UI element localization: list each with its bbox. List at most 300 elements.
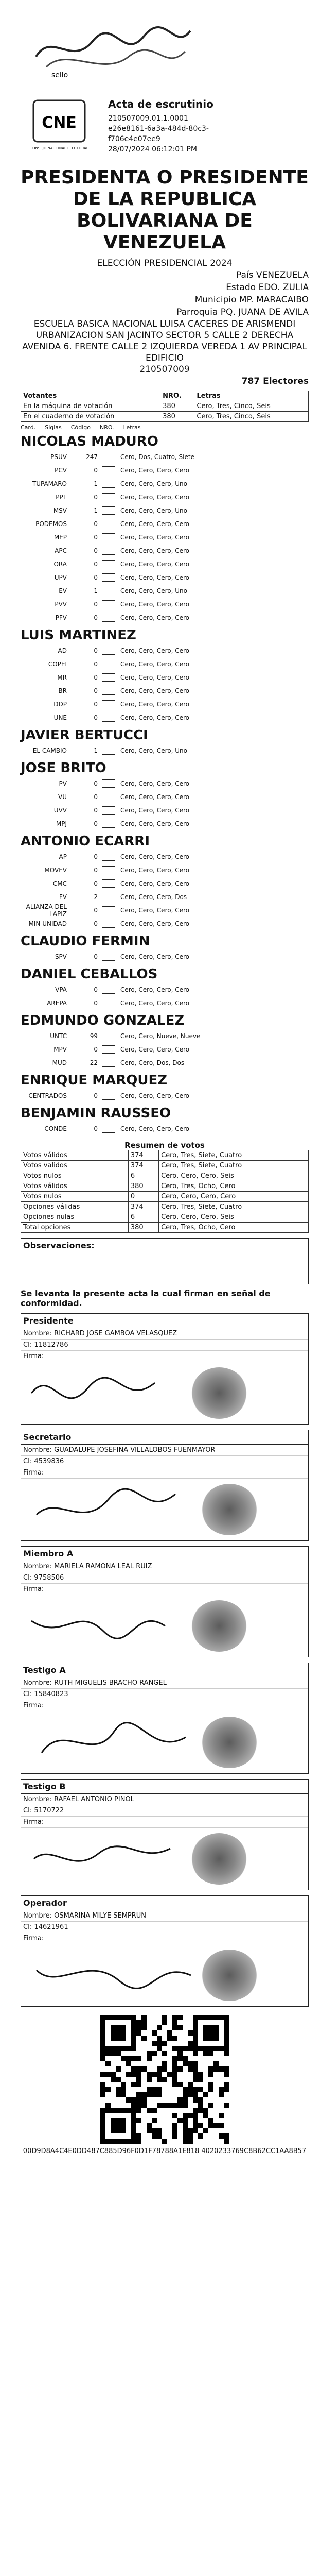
signer-ci: CI: 4539836	[21, 1456, 308, 1467]
vote-count: 0	[94, 920, 98, 927]
party-logo-box	[102, 587, 115, 595]
vote-row	[21, 450, 309, 464]
signer-role: Secretario	[21, 1430, 308, 1445]
vote-row	[21, 996, 309, 1010]
vote-row	[21, 1043, 309, 1056]
vote-count: 0	[94, 614, 98, 621]
table-row	[21, 1202, 309, 1212]
candidate-name: JOSE BRITO	[21, 760, 106, 776]
vote-count: 1	[94, 587, 98, 595]
signer-name: Nombre: RICHARD JOSE GAMBOA VELASQUEZ	[21, 1328, 308, 1340]
party-name: PCV	[55, 467, 67, 474]
vote-row	[21, 611, 309, 624]
vote-count-words: Cero, Cero, Cero, Uno	[120, 587, 187, 595]
party-logo-box	[102, 747, 115, 755]
vote-count-words: Cero, Cero, Cero, Cero	[120, 1125, 189, 1132]
row-number: 380	[160, 412, 194, 422]
party-logo-box	[102, 547, 115, 555]
vote-count: 2	[94, 893, 98, 901]
table-row	[21, 401, 309, 412]
resumen-title: Resumen de votos	[124, 1141, 205, 1150]
vote-count-words: Cero, Cero, Cero, Cero	[120, 534, 189, 541]
candidate-section	[21, 1013, 309, 1070]
vote-row	[21, 644, 309, 657]
signer-firma-label: Firma:	[21, 1467, 308, 1479]
footer-hash: 00D9D8A4C4E0DD487C885D96F0D1F78788A1E818 4020233769C8B62CC1AA8B57	[23, 2147, 307, 2155]
candidate-name: EDMUNDO GONZALEZ	[21, 1013, 185, 1028]
vote-count: 0	[94, 1046, 98, 1053]
party-logo-box	[102, 600, 115, 608]
vote-count: 0	[94, 1092, 98, 1099]
vote-row	[21, 544, 309, 557]
party-name: CONDE	[44, 1125, 67, 1132]
letras-header: Letras	[194, 391, 309, 401]
signer-block	[21, 1779, 309, 1890]
resumen-number: 380	[128, 1181, 158, 1192]
vote-count-words: Cero, Cero, Cero, Uno	[120, 747, 187, 754]
candidate-section	[21, 1073, 309, 1103]
vote-count-words: Cero, Cero, Cero, Cero	[120, 999, 189, 1007]
vote-count: 0	[94, 793, 98, 801]
header	[21, 0, 309, 160]
signature-area	[21, 1711, 308, 1773]
party-logo-box	[102, 893, 115, 901]
row-letters: Cero, Tres, Cinco, Seis	[194, 412, 309, 422]
signer-ci: CI: 14621961	[21, 1922, 308, 1933]
party-logo-box	[102, 853, 115, 861]
signer-block	[21, 1895, 309, 2007]
candidate-name: LUIS MARTINEZ	[21, 628, 136, 643]
resumen-label: Votos nulos	[21, 1192, 129, 1202]
vote-row	[21, 571, 309, 584]
candidate-section	[21, 834, 309, 930]
party-name: MEP	[53, 534, 67, 541]
signer-ci: CI: 9758506	[21, 1572, 308, 1584]
vote-count: 0	[94, 853, 98, 860]
row-number: 380	[160, 401, 194, 412]
party-logo-box	[102, 573, 115, 582]
cne-logo-sub: CONSEJO NACIONAL ELECTORAL	[31, 146, 87, 150]
vote-count-words: Cero, Cero, Cero, Cero	[120, 880, 189, 887]
resumen-number: 380	[128, 1223, 158, 1233]
svg-text:sello: sello	[51, 71, 68, 79]
handwritten-signature	[21, 1362, 309, 1424]
party-name: ALIANZA DEL LAPIZ	[26, 903, 67, 918]
resumen-number: 374	[128, 1161, 158, 1171]
vote-row	[21, 657, 309, 671]
vote-count-words: Cero, Cero, Dos, Dos	[120, 1059, 185, 1066]
party-logo-box	[102, 480, 115, 488]
signer-name: Nombre: GUADALUPE JOSEFINA VILLALOBOS FUENMAYOR	[21, 1445, 308, 1456]
vote-count: 0	[94, 907, 98, 914]
signer-ci: CI: 11812786	[21, 1340, 308, 1351]
vote-row	[21, 517, 309, 531]
candidate-section	[21, 727, 309, 757]
vote-count: 1	[94, 747, 98, 754]
signer-role: Testigo A	[21, 1663, 308, 1677]
signer-block	[21, 1663, 309, 1774]
party-name: PODEMOS	[35, 520, 67, 528]
subheaders	[21, 424, 309, 431]
vote-row	[21, 671, 309, 684]
party-name: ORA	[53, 561, 67, 568]
signature-area	[21, 1362, 308, 1424]
party-logo-box	[102, 493, 115, 501]
party-logo-box	[102, 820, 115, 828]
resumen-label: Votos nulos	[21, 1171, 129, 1181]
fingerprint-stamp	[201, 1717, 258, 1768]
hash-line-1: 210507009.01.1.0001	[108, 114, 188, 123]
resumen-number: 0	[128, 1192, 158, 1202]
signer-name: Nombre: MARIELA RAMONA LEAL RUIZ	[21, 1561, 308, 1572]
resumen-number: 374	[128, 1150, 158, 1161]
signature-area	[21, 1595, 308, 1657]
resumen-letters: Cero, Tres, Siete, Cuatro	[159, 1150, 309, 1161]
resumen-letters: Cero, Cero, Cero, Seis	[159, 1171, 309, 1181]
vote-count: 0	[94, 660, 98, 668]
election-title: PRESIDENTA O PRESIDENTE DE LA REPUBLICA BOLIVARIANA DE VENEZUELA	[21, 167, 309, 253]
vote-count-words: Cero, Cero, Cero, Cero	[120, 907, 189, 914]
candidate-section	[21, 434, 309, 624]
candidate-name: JAVIER BERTUCCI	[21, 727, 148, 743]
handwritten-signature	[21, 1944, 309, 2006]
vote-row	[21, 711, 309, 724]
vote-count: 0	[94, 561, 98, 568]
vote-count-words: Cero, Cero, Cero, Cero	[120, 520, 189, 528]
cne-logo-text: CNE	[42, 114, 77, 132]
party-name: SPV	[55, 953, 67, 960]
vote-count: 0	[94, 494, 98, 501]
electors-count: 787 Electores	[241, 376, 309, 386]
row-letters: Cero, Tres, Cinco, Seis	[194, 401, 309, 412]
vote-count-words: Cero, Cero, Cero, Cero	[120, 1092, 189, 1099]
signer-firma-label: Firma:	[21, 1351, 308, 1362]
table-row	[21, 1161, 309, 1171]
resumen-label: Opciones nulas	[21, 1212, 129, 1223]
table-row	[21, 1150, 309, 1161]
party-logo-box	[102, 1032, 115, 1040]
voters-table	[21, 391, 309, 422]
vote-row	[21, 777, 309, 790]
country: País VENEZUELA	[236, 270, 309, 280]
party-logo-box	[102, 779, 115, 788]
candidate-section	[21, 934, 309, 963]
signer-block	[21, 1313, 309, 1425]
party-name: TUPAMARO	[32, 480, 67, 487]
row-label: En la máquina de votación	[21, 401, 160, 412]
vote-count-words: Cero, Cero, Cero, Cero	[120, 674, 189, 681]
vote-count-words: Cero, Cero, Cero, Cero	[120, 853, 189, 860]
table-row	[21, 1212, 309, 1223]
signature-area	[21, 1479, 308, 1540]
party-name: EL CAMBIO	[32, 747, 67, 754]
party-logo-box	[102, 614, 115, 622]
vote-count: 22	[90, 1059, 98, 1066]
vote-count: 0	[94, 986, 98, 993]
party-logo-box	[102, 906, 115, 914]
voters-header: Votantes	[21, 391, 160, 401]
vote-row	[21, 698, 309, 711]
party-logo-box	[102, 953, 115, 961]
vote-count-words: Cero, Cero, Nueve, Nueve	[120, 1032, 201, 1040]
party-logo-box	[102, 1092, 115, 1100]
resumen-label: Votos válidos	[21, 1150, 129, 1161]
vote-count: 0	[94, 687, 98, 694]
party-name: PVV	[55, 601, 67, 608]
vote-count: 1	[94, 507, 98, 514]
party-name: MR	[57, 674, 67, 681]
party-logo-box	[102, 660, 115, 668]
vote-count-words: Cero, Cero, Cero, Cero	[120, 780, 189, 787]
vote-count: 0	[94, 780, 98, 787]
party-logo-box	[102, 806, 115, 815]
resumen-label: Votos validos	[21, 1161, 129, 1171]
subheader-siglas: Siglas	[45, 424, 62, 431]
vote-count-words: Cero, Cero, Cero, Cero	[120, 953, 189, 960]
header-info	[108, 98, 304, 155]
table-row	[21, 1223, 309, 1233]
party-logo-box	[102, 687, 115, 695]
party-logo-box	[102, 453, 115, 461]
party-name: MSV	[53, 507, 67, 514]
party-name: EV	[59, 587, 67, 595]
vote-count: 0	[94, 999, 98, 1007]
resumen-number: 6	[128, 1171, 158, 1181]
candidate-section	[21, 628, 309, 724]
resumen-letters: Cero, Tres, Siete, Cuatro	[159, 1202, 309, 1212]
subheader-letras: Letras	[123, 424, 141, 431]
vote-row	[21, 863, 309, 877]
election-subtitle: ELECCIÓN PRESIDENCIAL 2024	[97, 258, 233, 268]
party-name: APC	[55, 547, 67, 554]
party-logo-box	[102, 700, 115, 708]
vote-row	[21, 1089, 309, 1103]
signer-firma-label: Firma:	[21, 1700, 308, 1711]
vote-count-words: Cero, Cero, Cero, Uno	[120, 480, 187, 487]
party-name: UNE	[53, 714, 67, 721]
vote-count-words: Cero, Cero, Cero, Cero	[120, 494, 189, 501]
signature-area	[21, 1828, 308, 1890]
vote-row	[21, 464, 309, 477]
party-name: UVV	[53, 807, 67, 814]
municipality: Municipio MP. MARACAIBO	[194, 295, 309, 305]
vote-count-words: Cero, Cero, Cero, Cero	[120, 660, 189, 668]
receipt	[21, 0, 309, 2156]
party-name: AP	[59, 853, 67, 860]
candidate-section	[21, 967, 309, 1010]
vote-row	[21, 917, 309, 930]
party-name: MIN UNIDAD	[28, 920, 67, 927]
vote-row	[21, 890, 309, 904]
fingerprint-stamp	[201, 1484, 258, 1535]
table-row	[21, 1171, 309, 1181]
vote-count-words: Cero, Cero, Cero, Cero	[120, 807, 189, 814]
party-logo-box	[102, 520, 115, 528]
resumen-number: 374	[128, 1202, 158, 1212]
party-logo-box	[102, 1059, 115, 1067]
candidate-name: CLAUDIO FERMIN	[21, 934, 150, 949]
vote-row	[21, 504, 309, 517]
vote-count-words: Cero, Cero, Cero, Cero	[120, 687, 189, 694]
signers-list	[21, 1313, 309, 2007]
vote-row	[21, 490, 309, 504]
vote-row	[21, 804, 309, 817]
party-name: MPV	[53, 1046, 67, 1053]
vote-count-words: Cero, Cero, Cero, Dos	[120, 893, 187, 901]
candidate-name: ANTONIO ECARRI	[21, 834, 150, 849]
table-row	[21, 1181, 309, 1192]
vote-count: 0	[94, 574, 98, 581]
vote-count-words: Cero, Cero, Cero, Cero	[120, 614, 189, 621]
candidate-name: ENRIQUE MARQUEZ	[21, 1073, 168, 1088]
subheader-nro: NRO.	[99, 424, 114, 431]
handwritten-signature	[21, 1595, 309, 1657]
resumen-label: Votos válidos	[21, 1181, 129, 1192]
vote-row	[21, 584, 309, 598]
party-name: VU	[58, 793, 67, 801]
party-name: BR	[58, 687, 67, 694]
party-logo-box	[102, 999, 115, 1007]
party-name: PFV	[55, 614, 67, 621]
vote-row	[21, 531, 309, 544]
candidate-section	[21, 1106, 309, 1136]
vote-count: 0	[94, 714, 98, 721]
candidate-name: DANIEL CEBALLOS	[21, 967, 158, 982]
party-logo-box	[102, 647, 115, 655]
vote-count-words: Cero, Cero, Cero, Cero	[120, 561, 189, 568]
vote-count: 0	[94, 534, 98, 541]
fingerprint-stamp	[191, 1367, 247, 1419]
signer-name: Nombre: OSMARINA MILYE SEMPRUN	[21, 1910, 308, 1922]
resumen-letters: Cero, Tres, Siete, Cuatro	[159, 1161, 309, 1171]
vote-count: 99	[90, 1032, 98, 1040]
resumen-letters: Cero, Cero, Cero, Cero	[159, 1192, 309, 1202]
hash-line-2: e26e8161-6a3a-484d-80c3-	[108, 125, 209, 133]
signature-area	[21, 1944, 308, 2006]
signer-role: Testigo B	[21, 1780, 308, 1794]
party-name: UPV	[54, 574, 67, 581]
vote-row	[21, 477, 309, 490]
acta-title: Acta de escrutinio	[108, 98, 213, 110]
vote-row	[21, 744, 309, 757]
party-name: PV	[59, 780, 67, 787]
signer-firma-label: Firma:	[21, 1817, 308, 1828]
handwritten-signature	[21, 1479, 309, 1540]
vote-count-words: Cero, Cero, Cero, Cero	[120, 574, 189, 581]
vote-row	[21, 850, 309, 863]
signer-ci: CI: 5170722	[21, 1805, 308, 1817]
party-logo-box	[102, 879, 115, 888]
vote-count: 0	[94, 867, 98, 874]
vote-row	[21, 817, 309, 831]
party-logo-box	[102, 866, 115, 874]
vote-count-words: Cero, Cero, Cero, Cero	[120, 793, 189, 801]
resumen-number: 6	[128, 1212, 158, 1223]
handwritten-stamp-scribble	[31, 21, 195, 82]
vote-count-words: Cero, Cero, Cero, Cero	[120, 1046, 189, 1053]
candidates-list	[21, 434, 309, 1136]
parish: Parroquia PQ. JUANA DE AVILA	[176, 307, 309, 317]
hash-line-3: f706e4e07ee9	[108, 135, 160, 143]
signer-firma-label: Firma:	[21, 1933, 308, 1944]
subheader-card: Card.	[21, 424, 36, 431]
vote-row	[21, 1122, 309, 1136]
party-name: FV	[59, 893, 67, 901]
table-row	[21, 412, 309, 422]
vote-count: 0	[94, 467, 98, 474]
party-name: CMC	[52, 880, 67, 887]
vote-row	[21, 790, 309, 804]
candidate-section	[21, 760, 309, 831]
vote-count: 0	[94, 601, 98, 608]
party-name: AREPA	[47, 999, 67, 1007]
qr-code	[100, 2015, 229, 2144]
subheader-codigo: Código	[70, 424, 91, 431]
vote-count: 0	[94, 701, 98, 708]
signer-role: Presidente	[21, 1314, 308, 1328]
fingerprint-stamp	[191, 1833, 247, 1885]
vote-count: 1	[94, 480, 98, 487]
resumen-letters: Cero, Tres, Ocho, Cero	[159, 1181, 309, 1192]
vote-row	[21, 950, 309, 963]
party-logo-box	[102, 1125, 115, 1133]
party-name: UNTC	[50, 1032, 67, 1040]
party-logo-box	[102, 506, 115, 515]
vote-row	[21, 1029, 309, 1043]
party-logo-box	[102, 466, 115, 474]
resumen-label: Opciones válidas	[21, 1202, 129, 1212]
party-name: VPA	[55, 986, 67, 993]
row-label: En el cuaderno de votación	[21, 412, 160, 422]
date: 28/07/2024 06:12:01 PM	[108, 145, 197, 154]
handwritten-signature	[21, 1711, 309, 1773]
vote-count-words: Cero, Cero, Cero, Cero	[120, 867, 189, 874]
vote-count-words: Cero, Cero, Cero, Cero	[120, 547, 189, 554]
vote-count-words: Cero, Cero, Cero, Cero	[120, 714, 189, 721]
party-name: MOVEV	[44, 867, 67, 874]
signer-block	[21, 1430, 309, 1541]
vote-count: 0	[94, 807, 98, 814]
vote-row	[21, 557, 309, 571]
vote-count-words: Cero, Cero, Cero, Cero	[120, 701, 189, 708]
fingerprint-stamp	[191, 1600, 247, 1652]
vote-count: 247	[86, 453, 98, 461]
party-logo-box	[102, 673, 115, 682]
fingerprint-stamp	[201, 1950, 258, 2001]
resumen-label: Total opciones	[21, 1223, 129, 1233]
declaration: Se levanta la presente acta la cual firman en señal de conformidad.	[21, 1289, 271, 1308]
center-code: 210507009	[139, 364, 190, 375]
vote-count: 0	[94, 547, 98, 554]
signer-block	[21, 1546, 309, 1657]
vote-count: 0	[94, 953, 98, 960]
signer-ci: CI: 15840823	[21, 1689, 308, 1700]
vote-count-words: Cero, Cero, Cero, Cero	[120, 986, 189, 993]
party-logo-box	[102, 920, 115, 928]
vote-count-words: Cero, Cero, Cero, Uno	[120, 507, 187, 514]
resumen-letters: Cero, Cero, Cero, Seis	[159, 1212, 309, 1223]
vote-count-words: Cero, Cero, Cero, Cero	[120, 601, 189, 608]
party-name: MPJ	[56, 820, 67, 827]
vote-row	[21, 877, 309, 890]
vote-count: 0	[94, 880, 98, 887]
observaciones-label: Observaciones:	[23, 1241, 95, 1250]
handwritten-signature	[21, 1828, 309, 1890]
party-logo-box	[102, 986, 115, 994]
vote-count-words: Cero, Cero, Cero, Cero	[120, 647, 189, 654]
vote-count-words: Cero, Cero, Cero, Cero	[120, 820, 189, 827]
table-row	[21, 1192, 309, 1202]
